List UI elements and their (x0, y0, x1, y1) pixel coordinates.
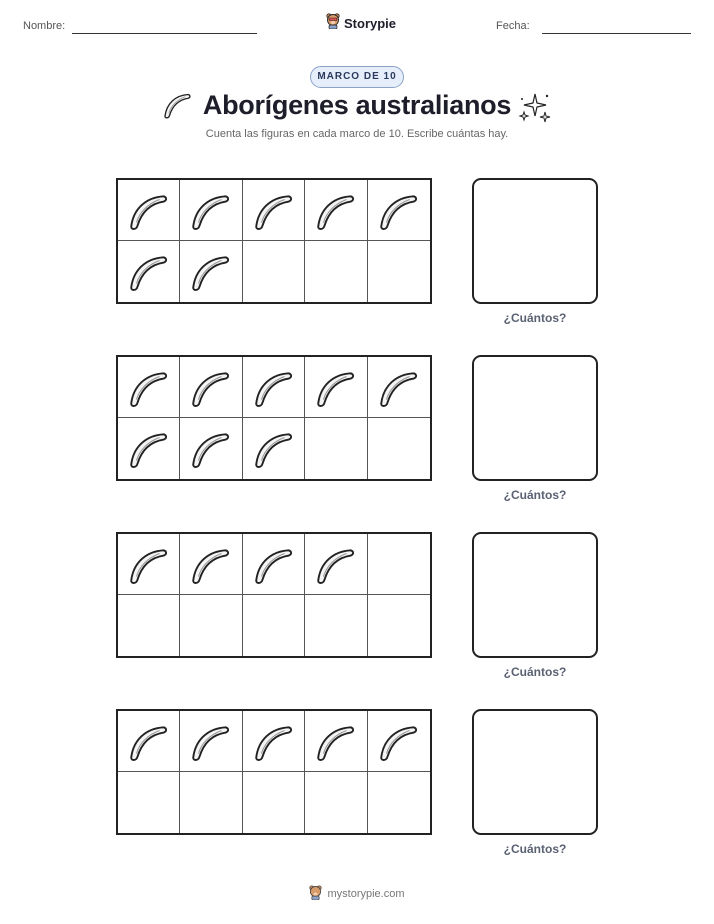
frame-cell (180, 418, 242, 479)
ten-frame (116, 532, 432, 658)
ten-frame (116, 709, 432, 835)
frame-cell (118, 357, 180, 418)
footer-url: mystorypie.com (327, 888, 405, 900)
answer-label: ¿Cuántos? (503, 488, 567, 502)
worksheet-badge: MARCO DE 10 (310, 66, 404, 88)
frame-cell (243, 772, 305, 833)
frame-cell (180, 711, 242, 772)
footer (0, 885, 714, 903)
answer-box[interactable] (472, 178, 598, 304)
frame-cell (305, 241, 367, 302)
answer-box[interactable] (472, 355, 598, 481)
frame-cell (180, 772, 242, 833)
frame-cell (243, 241, 305, 302)
name-label: Nombre: (23, 20, 66, 32)
sparkles-icon (518, 90, 552, 129)
answer-box[interactable] (472, 709, 598, 835)
name-field[interactable] (72, 33, 257, 34)
frame-cell (118, 534, 180, 595)
frame-cell (180, 180, 242, 241)
frame-cell (368, 241, 430, 302)
frame-cell (368, 595, 430, 656)
frame-cell (368, 534, 430, 595)
answer-label: ¿Cuántos? (503, 665, 567, 679)
frame-cell (118, 711, 180, 772)
frame-cell (243, 595, 305, 656)
frame-cell (368, 180, 430, 241)
frame-cell (118, 418, 180, 479)
frame-cell (305, 711, 367, 772)
answer-box[interactable] (472, 532, 598, 658)
bear-mascot-icon (309, 885, 322, 903)
date-field[interactable] (542, 33, 691, 34)
frame-cell (368, 418, 430, 479)
frame-cell (243, 180, 305, 241)
answer-label: ¿Cuántos? (503, 311, 567, 325)
frame-cell (368, 711, 430, 772)
frame-cell (243, 357, 305, 418)
frame-cell (305, 595, 367, 656)
frame-cell (305, 357, 367, 418)
frame-cell (368, 357, 430, 418)
instructions: Cuenta las figuras en cada marco de 10. Escribe cuántas hay. (205, 128, 509, 140)
frame-cell (180, 241, 242, 302)
brand-logo (326, 13, 396, 34)
frame-cell (243, 534, 305, 595)
frame-cell (305, 418, 367, 479)
frame-cell (118, 241, 180, 302)
frame-cell (243, 711, 305, 772)
frame-cell (305, 180, 367, 241)
frame-cell (305, 772, 367, 833)
frame-cell (368, 772, 430, 833)
brand-name: Storypie (344, 16, 397, 31)
frame-cell (118, 595, 180, 656)
answer-label: ¿Cuántos? (503, 842, 567, 856)
bear-mascot-icon (326, 13, 340, 34)
frame-cell (180, 357, 242, 418)
date-label: Fecha: (496, 20, 530, 32)
frame-cell (118, 772, 180, 833)
frame-cell (118, 180, 180, 241)
frame-cell (180, 595, 242, 656)
ten-frame (116, 355, 432, 481)
page-title: Aborígenes australianos (202, 90, 512, 120)
ten-frame (116, 178, 432, 304)
frame-cell (180, 534, 242, 595)
frame-cell (305, 534, 367, 595)
frame-cell (243, 418, 305, 479)
